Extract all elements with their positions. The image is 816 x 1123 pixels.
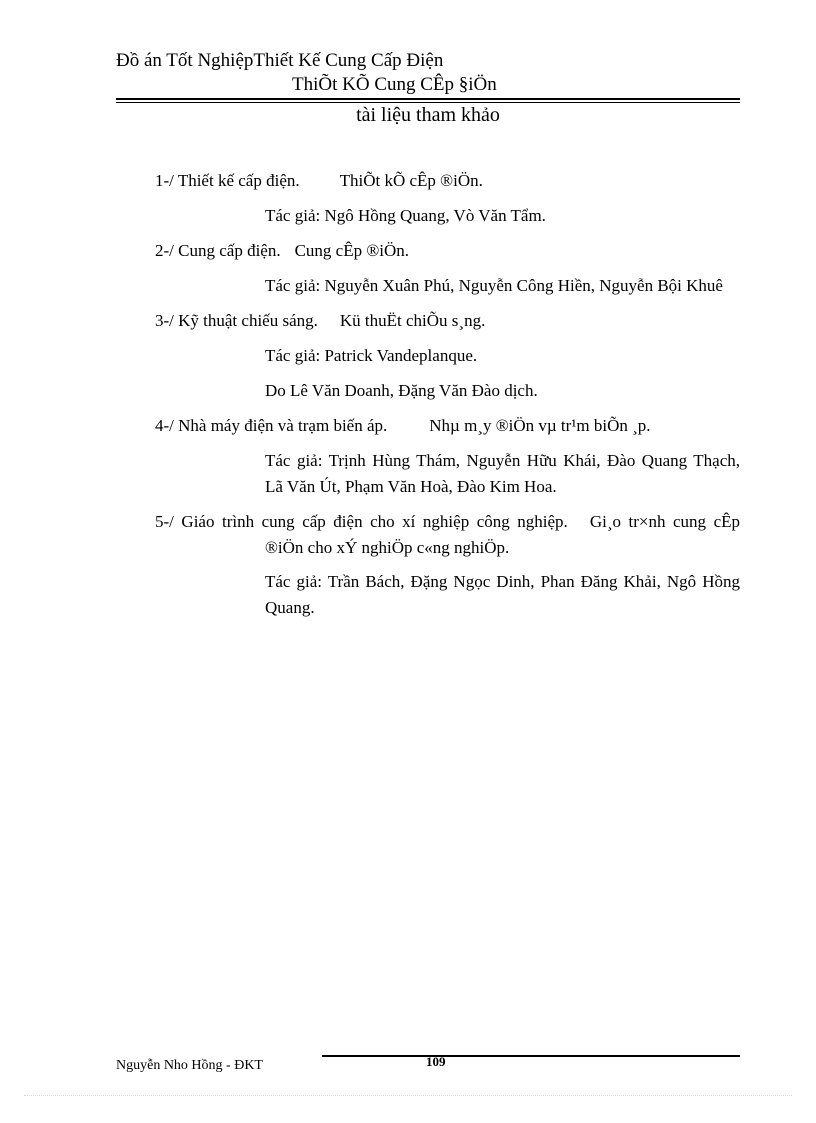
reference-title-legacy: Cung cÊp ®iÖn. xyxy=(294,241,410,260)
reference-title-legacy: Gi¸o tr×nh cung cÊp ®iÖn cho xÝ nghiÖp c«ng nghiÖp. xyxy=(265,512,740,557)
reference-author: Tác giả: Patrick Vandeplanque. xyxy=(265,346,478,365)
reference-translator: Do Lê Văn Doanh, Đặng Văn Đào dịch. xyxy=(265,381,538,400)
reference-title-legacy: Nhµ m¸y ®iÖn vµ tr¹m biÕn ¸p. xyxy=(429,416,651,435)
reference-heading xyxy=(155,168,740,203)
reference-title: 2-/ Cung cấp điện. xyxy=(155,241,281,260)
header-subtitle-legacy: ThiÕt KÕ Cung CÊp §iÖn xyxy=(292,74,497,95)
reference-author: Tác giả: Trần Bách, Đặng Ngọc Dinh, Phan Đăng Khải, Ngô Hồng Quang. xyxy=(265,572,740,617)
reference-title-legacy: Kü thuËt chiÕu s¸ng. xyxy=(339,311,486,330)
reference-title: 5-/ Giáo trình cung cấp điện cho xí nghiệp công nghiệp. xyxy=(155,512,568,531)
footer-author: Nguyễn Nho Hồng - ĐKT xyxy=(116,1058,263,1073)
reference-list xyxy=(155,168,740,630)
header-rule-thick xyxy=(116,98,740,100)
reference-item-5 xyxy=(155,509,740,621)
reference-heading xyxy=(155,238,740,273)
reference-heading xyxy=(155,413,740,448)
reference-title: 1-/ Thiết kế cấp điện. xyxy=(155,171,300,190)
reference-item-4 xyxy=(155,413,740,500)
reference-item-3 xyxy=(155,308,740,404)
reference-author: Tác giả: Trịnh Hùng Thám, Nguyễn Hữu Khái, Đào Quang Thạch, Lã Văn Út, Phạm Văn Hoà, Đào Kim Hoa. xyxy=(265,451,740,496)
page-title: tài liệu tham khảo xyxy=(356,104,500,126)
reference-item-1 xyxy=(155,168,740,229)
reference-author: Tác giả: Ngô Hồng Quang, Vò Văn Tẩm. xyxy=(265,206,546,225)
page-number: 109 xyxy=(426,1054,446,1069)
reference-heading xyxy=(155,308,740,343)
reference-item-2 xyxy=(155,238,740,299)
header-title: Đồ án Tốt NghiệpThiết Kế Cung Cấp Điện xyxy=(116,50,444,71)
reference-heading xyxy=(155,509,740,561)
reference-title-legacy: ThiÕt kÕ cÊp ®iÖn. xyxy=(339,171,483,190)
header-rule-thin xyxy=(116,102,740,103)
reference-author: Tác giả: Nguyễn Xuân Phú, Nguyễn Công Hiền, Nguyễn Bội Khuê xyxy=(265,276,723,295)
reference-title: 3-/ Kỹ thuật chiếu sáng. xyxy=(155,311,318,330)
reference-title: 4-/ Nhà máy điện và trạm biến áp. xyxy=(155,416,388,435)
footer-rule xyxy=(322,1055,740,1057)
page-boundary xyxy=(24,1095,792,1096)
